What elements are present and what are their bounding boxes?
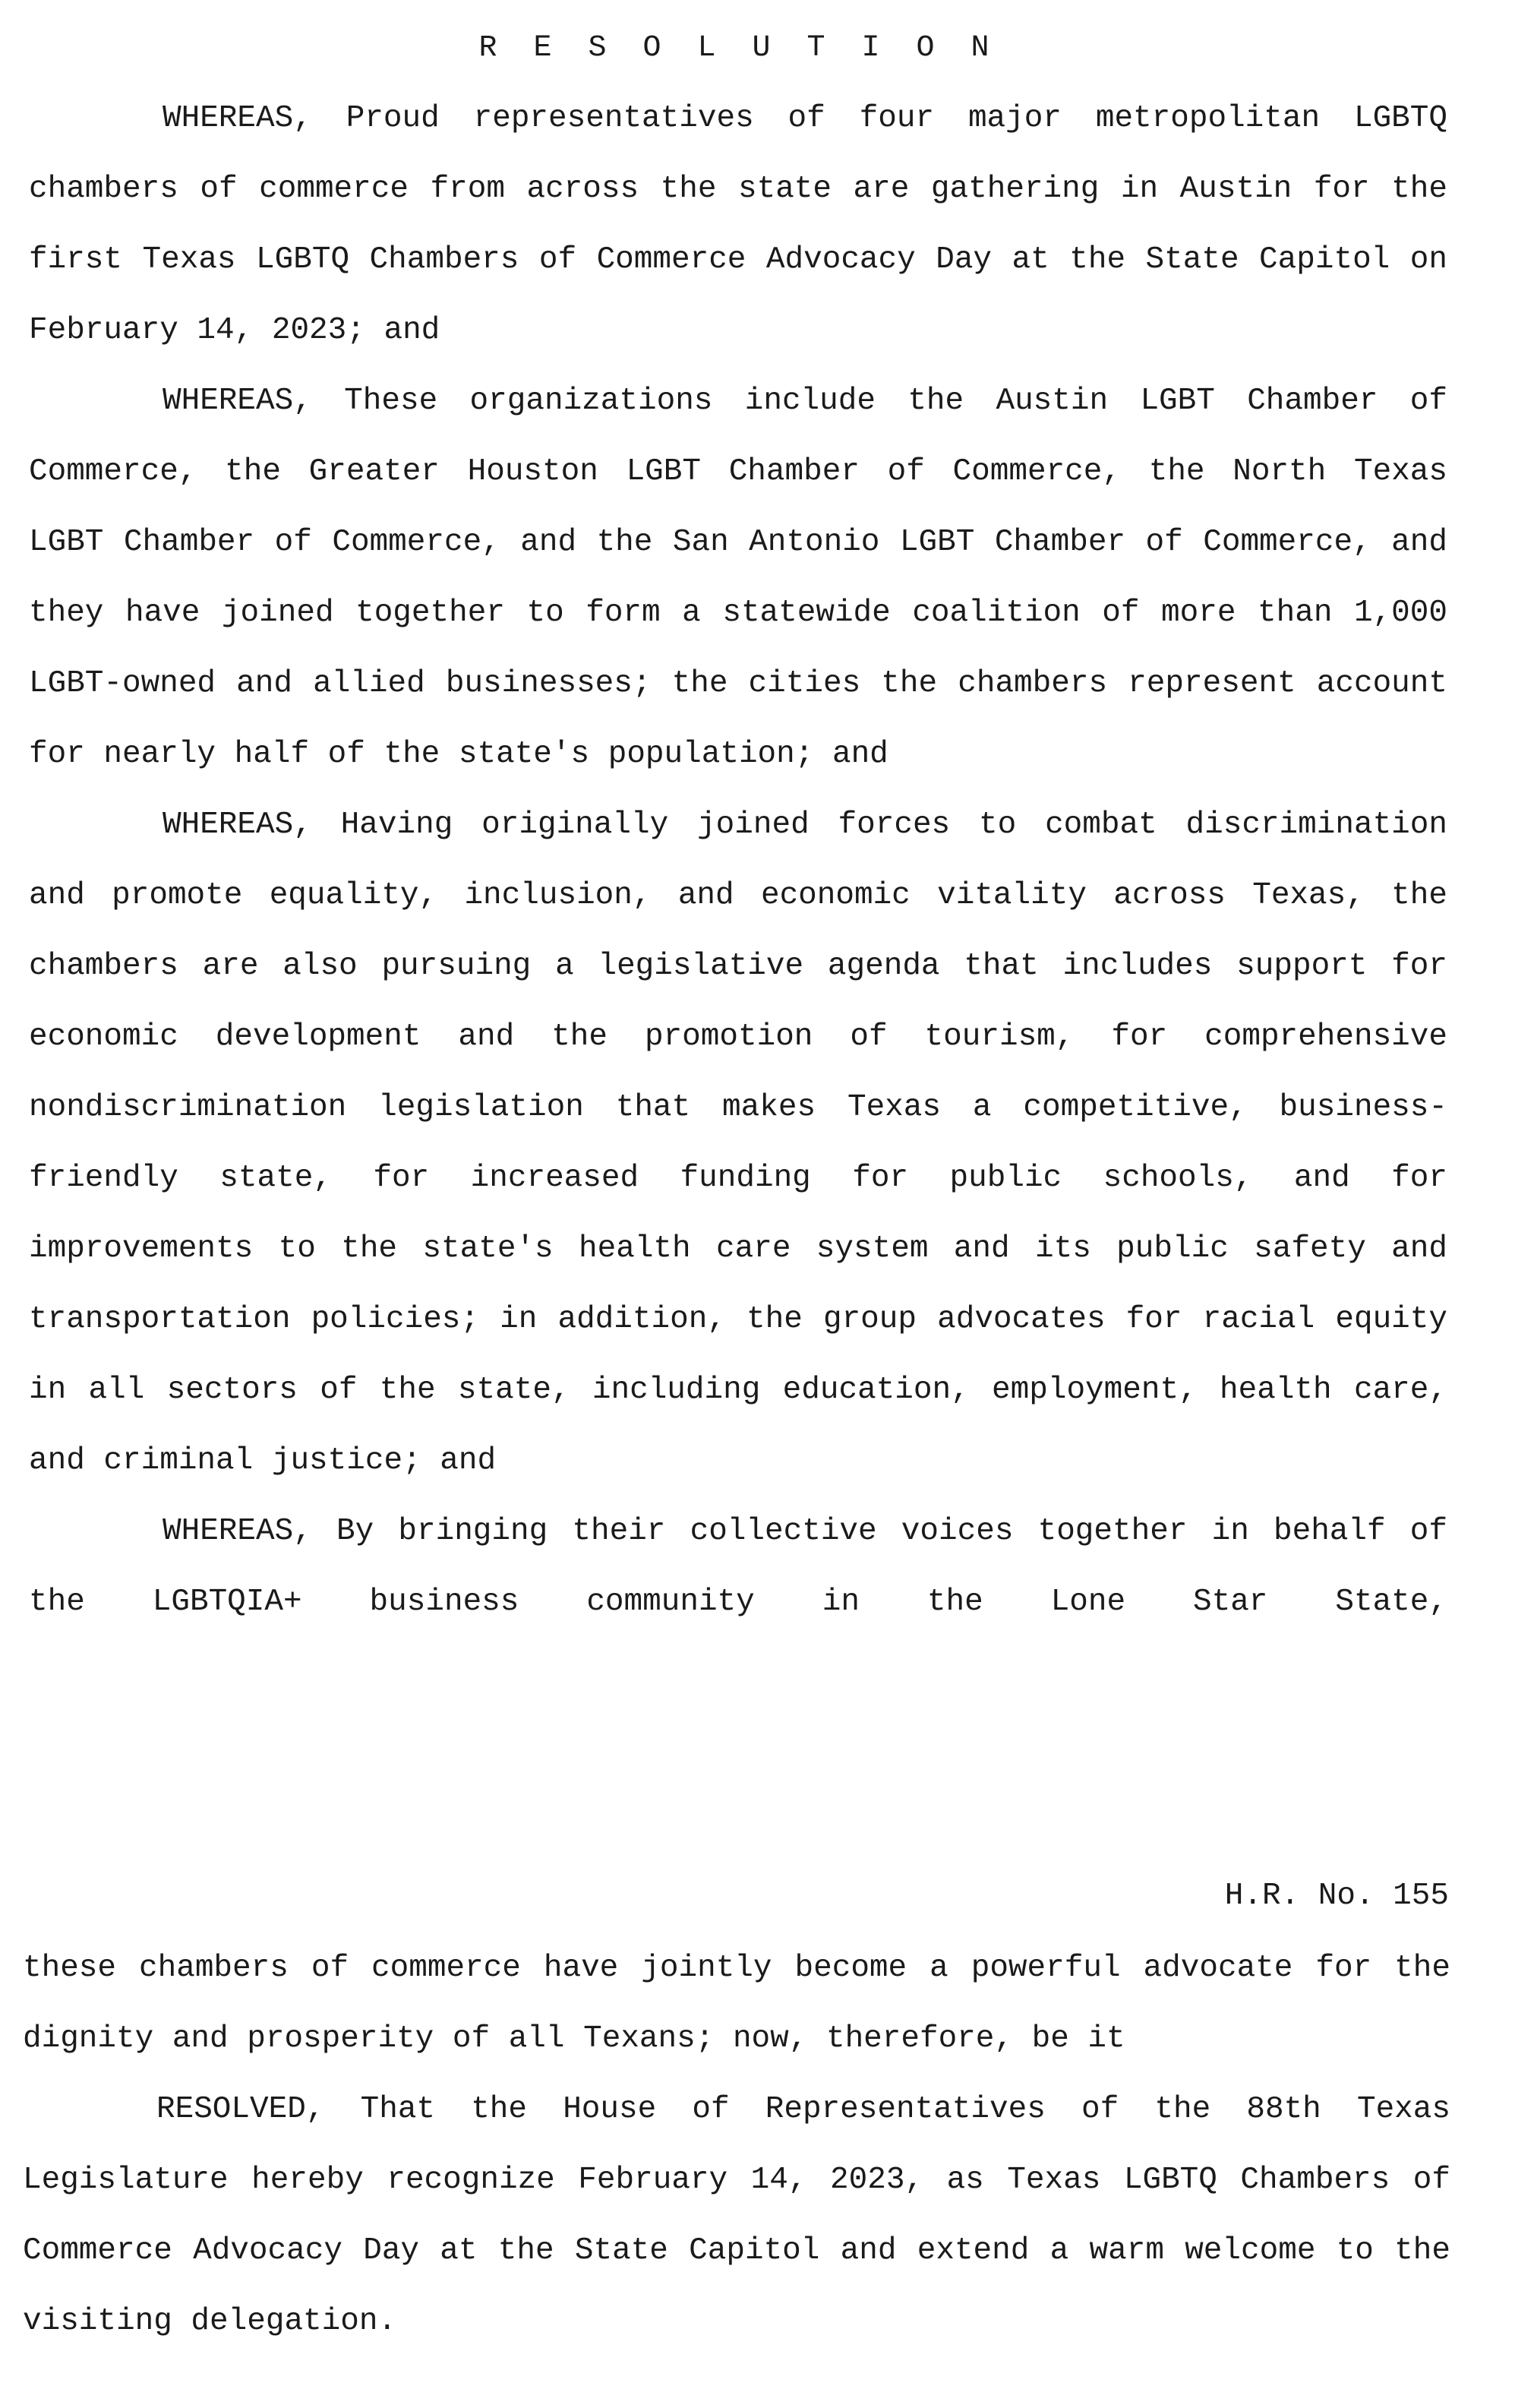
resolution-body-part-1 bbox=[29, 84, 1447, 1638]
resolved-paragraph: RESOLVED, That the House of Representatives of the 88th Texas Legislature hereby recognize February 14, 2023, as Texas LGBTQ Chambers of Commerce Advocacy Day at the State Capitol and extend a warm welcome to the visiting delegation. bbox=[23, 2092, 1450, 2339]
whereas-paragraph-1: WHEREAS, Proud representatives of four major metropolitan LGBTQ chambers of commerce from across the state are gathering in Austin for the first Texas LGBTQ Chambers of Commerce Advocacy Day at the State Capitol on February 14, 2023; and bbox=[29, 101, 1447, 348]
whereas-paragraph-3: WHEREAS, Having originally joined forces to combat discrimination and promote equality, inclusion, and economic vitality across Texas, the chambers are also pursuing a legislative agenda that includes support for economic development and the promotion of tourism, for comprehensive nondiscrimination legislation that makes Texas a competitive, business-friendly state, for increased funding for public schools, and for improvements to the state's health care system and its public safety and transportation policies; in addition, the group advocates for racial equity in all sectors of the state, including education, employment, health care, and criminal justice; and bbox=[29, 807, 1447, 1478]
resolution-body-part-2 bbox=[23, 1933, 1450, 2357]
page-number-label: H.R. No. 155 bbox=[1224, 1879, 1449, 1913]
whereas-paragraph-2: WHEREAS, These organizations include the Austin LGBT Chamber of Commerce, the Greater Houston LGBT Chamber of Commerce, the North Texas LGBT Chamber of Commerce, and the San Antonio LGBT Chamber of Commerce, and they have joined together to form a statewide coalition of more than 1,000 LGBT-owned and allied businesses; the cities the chambers represent account for nearly half of the state's population; and bbox=[29, 384, 1447, 772]
document-title: R E S O L U T I O N bbox=[478, 31, 999, 65]
whereas-paragraph-4: WHEREAS, By bringing their collective voices together in behalf of the LGBTQIA+ business community in the Lone Star State, bbox=[29, 1514, 1447, 1620]
continuation-paragraph: these chambers of commerce have jointly become a powerful advocate for the dignity and prosperity of all Texans; now, therefore, be it bbox=[23, 1951, 1450, 2056]
